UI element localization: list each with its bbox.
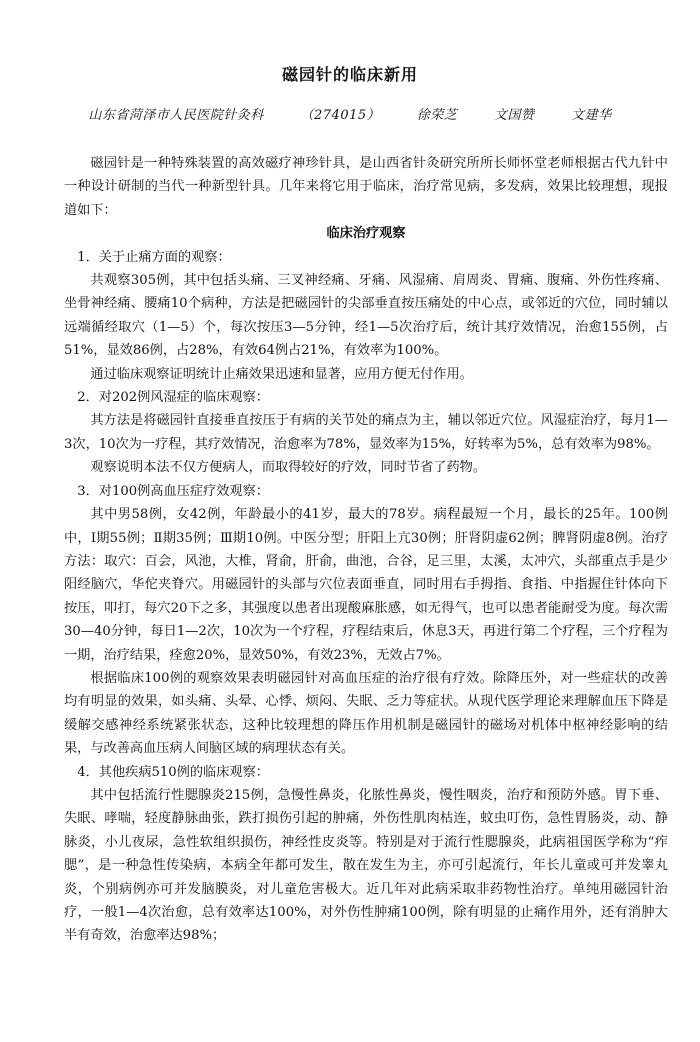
paper-title: 磁园针的临床新用 <box>281 65 418 84</box>
item-heading: 2．对202例风湿症的临床观察： <box>77 390 269 406</box>
section-heading: 临床治疗观察 <box>326 226 406 242</box>
body-paragraph: 通过临床观察证明统计止痛效果迅速和显著，应用方便无付作用。 <box>90 366 473 382</box>
author-name: 文建华 <box>571 108 612 123</box>
affiliation: 山东省菏泽市人民医院针灸科 <box>88 108 264 123</box>
body-paragraph: 根据临床100例的观察效果表明磁园针对高血压症的治疗很有疗效。除降压外，对一些症状的改善均有明显的效果，如头痛、头晕、心悸、烦闷、失眠、乏力等症状。从现代医学理论来理解血压下降是缓解交感神经系统紧张状态，这种比较理想的降压作用机制是磁园针的磁场对机体中枢神经影响的结果，与改善高血压病人间脑区域的病理状态有关。 <box>64 670 668 757</box>
postcode: （274015） <box>300 108 381 123</box>
author-line <box>0 104 700 123</box>
item-heading: 1．关于止痛方面的观察： <box>77 249 231 265</box>
body-paragraph: 共观察305例，其中包括头痛、三叉神经痛、牙痛、风湿痛、肩周炎、胃痛、腹痛、外伤性疼痛、坐骨神经痛、腰痛10个病种，方法是把磁园针的尖部垂直按压痛处的中心点，或邻近的穴位，同时辅以远端循经取穴（1—5）个，每次按压3—5分钟，经1—5次治疗后，统计其疗效情况，治愈155例，占51%，显效86例，占28%，有效64例占21%，有效率为100%。 <box>64 273 668 359</box>
intro-paragraph: 磁园针是一种特殊装置的高效磁疗神珍针具，是山西省针灸研究所所长师怀堂老师根据古代九针中一种设计研制的当代一种新型针具。几年来将它用于临床，治疗常见病，多发病，效果比较理想，现报道如下： <box>64 156 668 218</box>
body-paragraph: 其方法是将磁园针直接垂直按压于有病的关节处的痛点为主，辅以邻近穴位。风湿症治疗，每月1—3次，10次为一疗程，其疗效情况，治愈率为78%，显效率为15%，好转率为5%，总有效率为98%。 <box>64 413 668 452</box>
author-name: 徐荣芝 <box>416 108 458 123</box>
author-name: 文国赞 <box>493 108 535 123</box>
body-paragraph: 其中男58例，女42例，年龄最小的41岁，最大的78岁。病程最短一个月，最长的25年。100例中，Ⅰ期55例；Ⅱ期35例；Ⅲ期10例。中医分型；肝阳上亢30例；肝肾阴虚62例；脾肾阴虚8例。治疗方法：取穴：百会，风池，大椎，肾俞，肝俞，曲池，合谷，足三里，太溪，太冲穴，头部重点手是少阳经脑穴，华佗夹脊穴。用磁园针的头部与穴位表面垂直，同时用右手拇指、食指、中指握住针体向下按压，叩打，每穴20下之多，其强度以患者出现酸麻胀感，如无得气，也可以患者能耐受为度。每次需30—40分钟，每日1—2次，10次为一个疗程，疗程结束后，休息3天，再进行第二个疗程，三个疗程为一期，治疗结果，痊愈20%，显效50%，有效23%，无效占7%。 <box>64 507 668 663</box>
body-paragraph: 其中包括流行性腮腺炎215例，急慢性鼻炎，化脓性鼻炎，慢性咽炎，治疗和预防外感。胃下垂、失眠、哮喘，轻度静脉曲张，跌打损伤引起的肿痛，外伤性肌肉枯连，蚊虫叮伤，急性胃肠炎，动、静脉炎，小儿夜尿，急性软组织损伤，神经性皮炎等。特别是对于流行性腮腺炎，此病祖国医学称为“痄腮”，是一种急性传染病，本病全年都可发生，散在发生为主，亦可引起流行，年长儿童或可并发睾丸炎，个别病例亦可并发脑膜炎，对儿童危害极大。近几年对此病采取非药物性治疗。单纯用磁园针治疗，一般1—4次治愈，总有效率达100%，对外伤性肿痛100例，除有明显的止痛作用外，还有消肿大半有奇效，治愈率达98%； <box>64 787 668 944</box>
body-paragraph: 观察说明本法不仅方便病人，而取得较好的疗效，同时节省了药物。 <box>90 460 487 476</box>
paper-body <box>64 152 668 948</box>
item-heading: 4．其他疾病510例的临床观察： <box>77 764 269 780</box>
item-heading: 3．对100例高血压症疗效观察： <box>77 483 269 499</box>
